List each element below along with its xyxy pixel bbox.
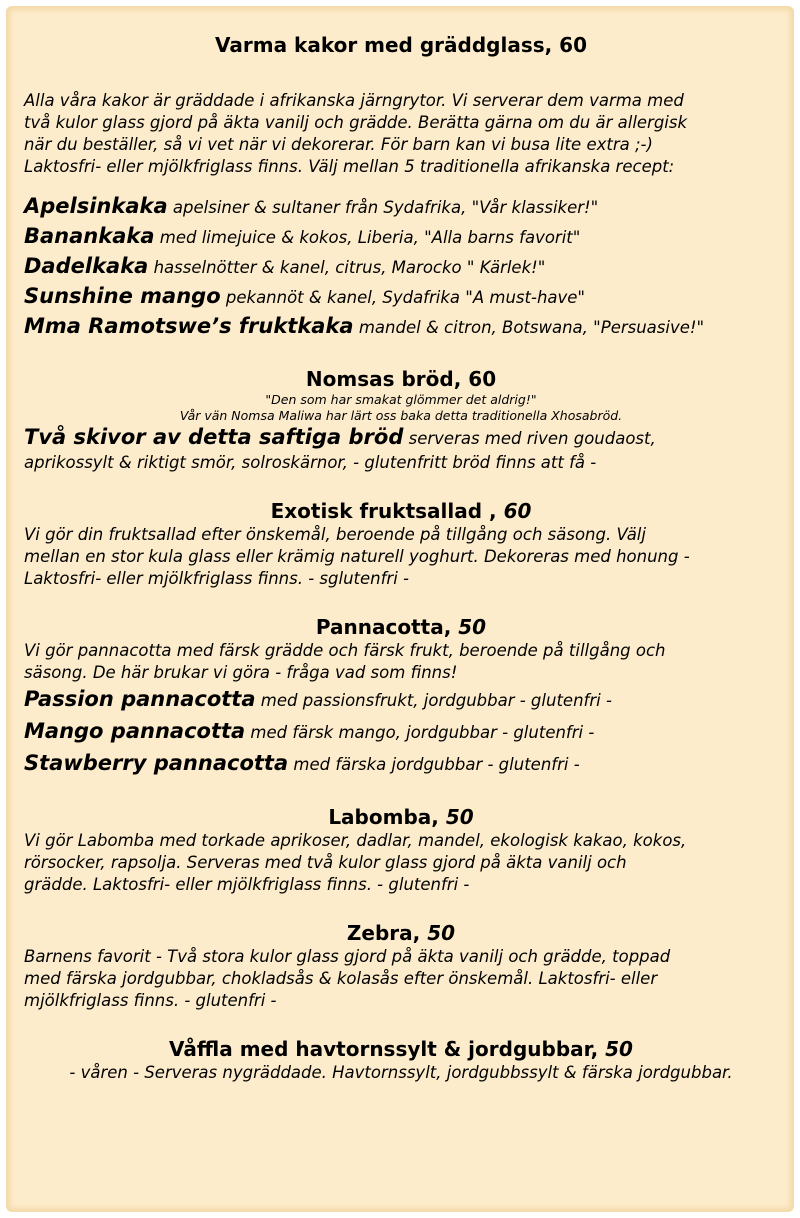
section-title-labomba — [24, 804, 778, 830]
menu-item-banankaka — [24, 222, 778, 252]
menu-item-brod — [24, 424, 778, 452]
title-text: Exotisk fruktsallad , — [270, 499, 504, 523]
zebra-desc-line-3: mjölkfriglass finns. - glutenfri - — [24, 991, 277, 1010]
item-desc: pekannöt & kanel, Sydafrika "A must-have" — [220, 288, 586, 307]
kakor-desc-line-1: Alla våra kakor är gräddade i afrikanska järngrytor. Vi serverar dem varma med — [24, 91, 684, 110]
menu-item-fruktkaka — [24, 312, 778, 342]
item-desc: med limejuice & kokos, Liberia, "Alla barns favorit" — [154, 228, 581, 247]
section-title-zebra — [24, 920, 778, 946]
section-title-fruktsallad — [24, 498, 778, 524]
menu-item-apelsinkaka — [24, 192, 778, 222]
title-text: Zebra, — [346, 921, 428, 945]
price: 50 — [605, 1037, 633, 1061]
item-desc: mandel & citron, Botswana, "Persuasive!" — [353, 318, 705, 337]
menu-item-dadelkaka — [24, 252, 778, 282]
section-title-vaffla — [24, 1036, 778, 1062]
brod-quote: "Den som har smakat glömmer det aldrig!" — [265, 392, 537, 407]
labomba-desc-line-2: rörsocker, rapsolja. Serveras med två kulor glass gjord på äkta vanilj och — [24, 853, 627, 872]
item-desc: serveras med riven goudaost, — [403, 429, 656, 448]
item-name: Två skivor av detta saftiga bröd — [24, 425, 404, 449]
pannacotta-desc-line-1: Vi gör pannacotta med färsk grädde och färsk frukt, beroende på tillgång och — [24, 641, 666, 660]
zebra-desc-line-2: med färska jordgubbar, chokladsås & kolasås efter önskemål. Laktosfri- eller — [24, 969, 658, 988]
item-name: Sunshine mango — [24, 284, 221, 308]
fruktsallad-desc-line-1: Vi gör din fruktsallad efter önskemål, beroende på tillgång och säsong. Välj — [24, 525, 646, 544]
price: 50 — [427, 921, 456, 945]
title-text: Våffla med havtornssylt & jordgubbar, — [169, 1037, 606, 1061]
item-name: Mma Ramotswe’s fruktkaka — [24, 314, 354, 338]
item-name: Mango pannacotta — [24, 719, 246, 743]
pannacotta-desc-line-2: säsong. De här brukar vi göra - fråga vad som finns! — [24, 663, 458, 682]
fruktsallad-desc-line-2: mellan en stor kula glass eller krämig naturell yoghurt. Dekoreras med honung - — [24, 547, 690, 566]
item-desc: med färsk mango, jordgubbar - glutenfri - — [245, 723, 595, 742]
menu-item-sunshine-mango — [24, 282, 778, 312]
section-title-pannacotta — [24, 614, 778, 640]
item-name: Passion pannacotta — [24, 687, 256, 711]
kakor-desc-line-3: när du beställer, så vi vet när vi dekorerar. För barn kan vi busa lite extra ;-) — [24, 135, 653, 154]
price: 50 — [445, 805, 474, 829]
kakor-desc-line-4: Laktosfri- eller mjölkfriglass finns. Välj mellan 5 traditionella afrikanska recept: — [24, 157, 675, 176]
title-text: Pannacotta, — [315, 615, 459, 639]
menu-item-strawberry-pannacotta — [24, 748, 778, 780]
item-desc: med färska jordgubbar - glutenfri - — [288, 755, 580, 774]
item-name: Dadelkaka — [24, 254, 149, 278]
zebra-desc-line-1: Barnens favorit - Två stora kulor glass gjord på äkta vanilj och grädde, toppad — [24, 947, 671, 966]
item-name: Stawberry pannacotta — [24, 751, 289, 775]
price: 60 — [503, 499, 532, 523]
price: 50 — [458, 615, 487, 639]
item-name: Apelsinkaka — [24, 194, 168, 218]
section-title-brod: Nomsas bröd, 60 — [305, 367, 497, 391]
kakor-desc-line-2: två kulor glass gjord på äkta vanilj och grädde. Berätta gärna om du är allergisk — [24, 113, 688, 132]
brod-desc-line-2: aprikossylt & riktigt smör, solroskärnor, - glutenfritt bröd finns att få - — [24, 453, 597, 472]
item-name: Banankaka — [24, 224, 155, 248]
brod-intro: Vår vän Nomsa Maliwa har lärt oss baka detta traditionella Xhosabröd. — [179, 408, 623, 423]
labomba-desc-line-1: Vi gör Labomba med torkade aprikoser, dadlar, mandel, ekologisk kakao, kokos, — [24, 831, 687, 850]
fruktsallad-desc-line-3: Laktosfri- eller mjölkfriglass finns. - sglutenfri - — [24, 569, 409, 588]
labomba-desc-line-3: grädde. Laktosfri- eller mjölkfriglass finns. - glutenfri - — [24, 875, 470, 894]
section-title-kakor: Varma kakor med gräddglass, 60 — [214, 33, 588, 57]
menu-item-mango-pannacotta — [24, 716, 778, 748]
title-text: Labomba, — [328, 805, 446, 829]
menu-card — [6, 6, 794, 1212]
item-desc: apelsiner & sultaner från Sydafrika, "Vår klassiker!" — [167, 198, 599, 217]
item-desc: hasselnötter & kanel, citrus, Marocko " Kärlek!" — [148, 258, 546, 277]
item-desc: med passionsfrukt, jordgubbar - glutenfri - — [255, 691, 612, 710]
menu-item-passion-pannacotta — [24, 684, 778, 716]
vaffla-desc: - våren - Serveras nygräddade. Havtornssylt, jordgubbssylt & färska jordgubbar. — [69, 1063, 733, 1082]
